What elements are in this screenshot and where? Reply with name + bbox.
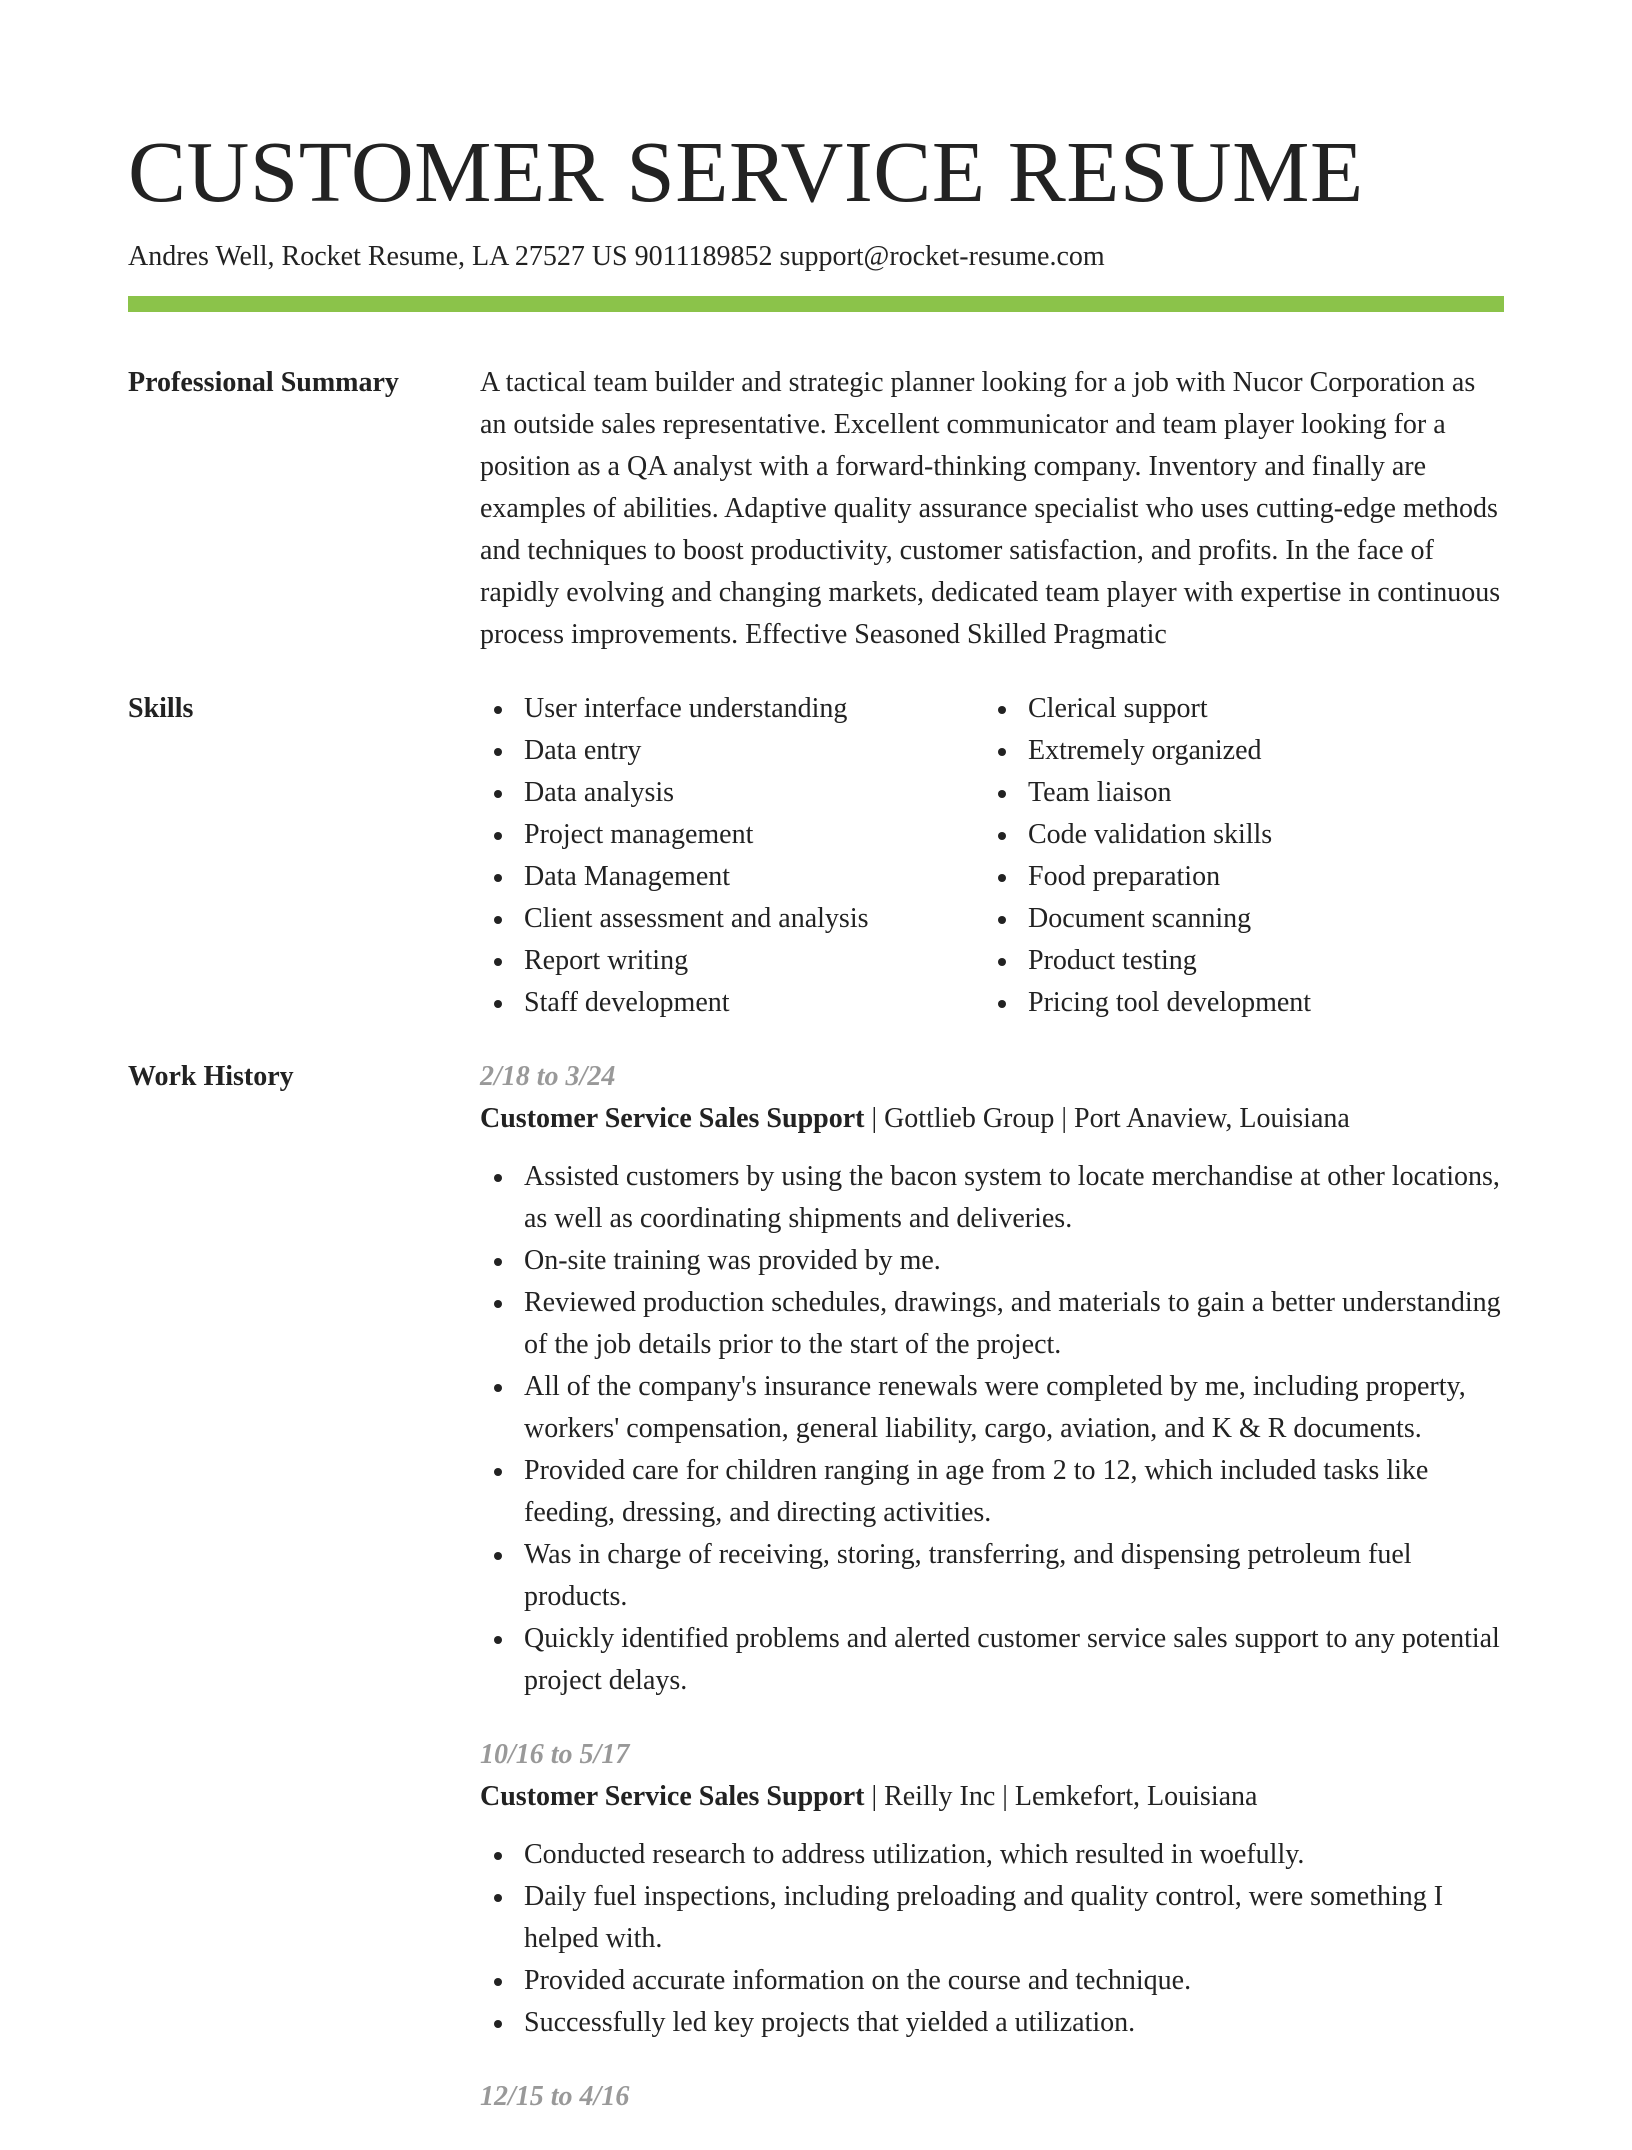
section-label-summary: Professional Summary [128, 367, 399, 398]
skill-item: Document scanning [984, 898, 1488, 940]
skill-item: Staff development [480, 982, 984, 1024]
skill-item: Data Management [480, 856, 984, 898]
skill-item: Extremely organized [984, 730, 1488, 772]
skill-item: Data entry [480, 730, 984, 772]
skills-list-right [984, 688, 1488, 1024]
job-date: 10/16 to 5/17 [480, 1739, 630, 1770]
job-bullet: Was in charge of receiving, storing, transferring, and dispensing petroleum fuel products. [480, 1534, 1504, 1618]
job-details: | Gottlieb Group | Port Anaview, Louisiana [864, 1103, 1350, 1134]
skill-item: Clerical support [984, 688, 1488, 730]
job-title: Customer Service Sales Support [480, 1781, 865, 1812]
work-history-section [128, 1056, 1504, 2150]
job-bullet-list [480, 1156, 1504, 1702]
section-label-skills: Skills [128, 693, 194, 724]
job-bullet: Reviewed production schedules, drawings, and materials to gain a better understanding of the job details prior to the start of the project. [480, 1282, 1504, 1366]
skills-section [128, 688, 1504, 1024]
job-details: | Reilly Inc | Lemkefort, Louisiana [864, 1781, 1258, 1812]
job-bullet: Quickly identified problems and alerted customer service sales support to any potential project delays. [480, 1618, 1504, 1702]
accent-divider [128, 296, 1504, 312]
job-date: 2/18 to 3/24 [480, 1061, 616, 1092]
skill-item: Code validation skills [984, 814, 1488, 856]
job-entry [480, 1056, 1504, 1702]
skill-item: User interface understanding [480, 688, 984, 730]
job-heading [480, 1776, 1504, 1818]
job-bullet: All of the company's insurance renewals were completed by me, including property, workers' compensation, general liability, cargo, aviation, and K & R documents. [480, 1366, 1504, 1450]
skill-item: Project management [480, 814, 984, 856]
contact-line: Andres Well, Rocket Resume, LA 27527 US 9011189852 support@rocket-resume.com [128, 241, 1105, 272]
job-title: Customer Service Sales Support [480, 1103, 865, 1134]
resume-page [128, 0, 1504, 2150]
job-bullet: Daily fuel inspections, including preloading and quality control, were something I helped with. [480, 1876, 1504, 1960]
job-date: 12/15 to 4/16 [480, 2081, 630, 2112]
job-bullet: Conducted research to address utilization, which resulted in woefully. [480, 1834, 1504, 1876]
job-bullet: Assisted customers by using the bacon system to locate merchandise at other locations, as well as coordinating shipments and deliveries. [480, 1156, 1504, 1240]
skill-item: Food preparation [984, 856, 1488, 898]
resume-title: CUSTOMER SERVICE RESUME [128, 123, 1364, 220]
skill-item: Pricing tool development [984, 982, 1488, 1024]
job-bullet: Successfully led key projects that yielded a utilization. [480, 2002, 1504, 2044]
skill-item: Data analysis [480, 772, 984, 814]
skills-list-left [480, 688, 984, 1024]
job-bullet-list [480, 1834, 1504, 2044]
professional-summary-section [128, 362, 1504, 656]
section-label-work: Work History [128, 1061, 294, 1092]
job-bullet: Provided accurate information on the course and technique. [480, 1960, 1504, 2002]
skill-item: Report writing [480, 940, 984, 982]
job-bullet: Provided care for children ranging in age from 2 to 12, which included tasks like feeding, dressing, and directing activities. [480, 1450, 1504, 1534]
job-entry [480, 1734, 1504, 2044]
summary-text: A tactical team builder and strategic planner looking for a job with Nucor Corporation as an outside sales representative. Excellent communicator and team player looking for a position as a QA analyst with a forward-thinking company. Inventory and finally are examples of abilities. Adaptive quality assurance specialist who uses cutting-edge methods and techniques to boost productivity, customer satisfaction, and profits. In the face of rapidly evolving and changing markets, dedicated team player with expertise in continuous process improvements. Effective Seasoned Skilled Pragmatic [480, 367, 1501, 650]
skill-item: Product testing [984, 940, 1488, 982]
job-heading [480, 1098, 1504, 1140]
job-list [480, 1056, 1504, 2150]
skill-item: Team liaison [984, 772, 1488, 814]
job-bullet: On-site training was provided by me. [480, 1240, 1504, 1282]
skill-item: Client assessment and analysis [480, 898, 984, 940]
